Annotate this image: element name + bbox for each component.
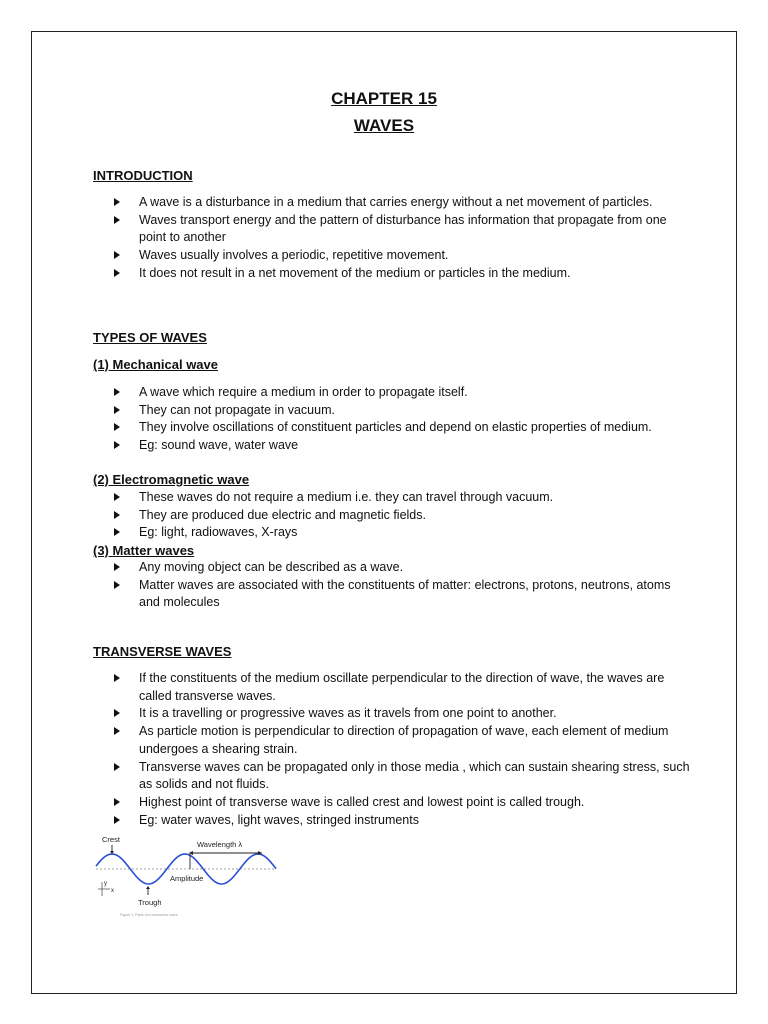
matter-waves-list	[112, 559, 692, 612]
chapter-number: CHAPTER 15	[331, 89, 437, 108]
list-item: Eg: light, radiowaves, X-rays	[112, 524, 692, 542]
list-item: Waves transport energy and the pattern of disturbance has information that propagate from one point to another	[112, 212, 692, 247]
introduction-list	[112, 194, 692, 283]
list-item: Waves usually involves a periodic, repetitive movement.	[112, 247, 692, 265]
list-item: If the constituents of the medium oscillate perpendicular to the direction of wave, the waves are called transverse waves.	[112, 670, 692, 705]
transverse-wave-diagram	[92, 833, 278, 921]
list-item: It is a travelling or progressive waves as it travels from one point to another.	[112, 705, 692, 723]
amplitude-label: Amplitude	[170, 874, 204, 883]
figure-caption: Figure 1: Parts of a transverse wave.	[120, 913, 179, 917]
transverse-waves-heading: TRANSVERSE WAVES	[93, 644, 232, 659]
list-item: A wave which require a medium in order to propagate itself.	[112, 384, 692, 402]
transverse-waves-list	[112, 670, 692, 829]
list-item: They are produced due electric and magnetic fields.	[112, 507, 692, 525]
list-item: As particle motion is perpendicular to direction of propagation of wave, each element of medium undergoes a shearing strain.	[112, 723, 692, 758]
list-item: Matter waves are associated with the constituents of matter: electrons, protons, neutrons, atoms and molecules	[112, 577, 692, 612]
x-axis-label: x	[111, 888, 114, 894]
mechanical-wave-heading: (1) Mechanical wave	[93, 357, 218, 372]
transverse-wave-figure	[92, 833, 278, 921]
list-item: A wave is a disturbance in a medium that carries energy without a net movement of particles.	[112, 194, 692, 212]
list-item: Highest point of transverse wave is called crest and lowest point is called trough.	[112, 794, 692, 812]
list-item: Any moving object can be described as a wave.	[112, 559, 692, 577]
list-item: They involve oscillations of constituent particles and depend on elastic properties of medium.	[112, 419, 692, 437]
list-item: These waves do not require a medium i.e. they can travel through vacuum.	[112, 489, 692, 507]
mechanical-wave-list	[112, 384, 692, 455]
trough-arrowhead	[146, 886, 150, 889]
crest-label: Crest	[102, 835, 120, 844]
chapter-title: WAVES	[353, 116, 415, 135]
list-item: Eg: sound wave, water wave	[112, 437, 692, 455]
y-axis-label: y	[104, 881, 107, 887]
trough-label: Trough	[138, 898, 162, 907]
list-item: Transverse waves can be propagated only in those media , which can sustain shearing stress, such as solids and not fluids.	[112, 759, 692, 794]
electromagnetic-wave-list	[112, 489, 692, 542]
wavelength-label: Wavelength λ	[197, 840, 243, 849]
matter-waves-heading: (3) Matter waves	[93, 543, 195, 558]
list-item: They can not propagate in vacuum.	[112, 402, 692, 420]
electromagnetic-wave-heading: (2) Electromagnetic wave	[93, 472, 250, 487]
list-item: Eg: water waves, light waves, stringed instruments	[112, 812, 692, 830]
list-item: It does not result in a net movement of the medium or particles in the medium.	[112, 265, 692, 283]
types-of-waves-heading: TYPES OF WAVES	[93, 330, 207, 345]
introduction-heading: INTRODUCTION	[93, 168, 193, 183]
